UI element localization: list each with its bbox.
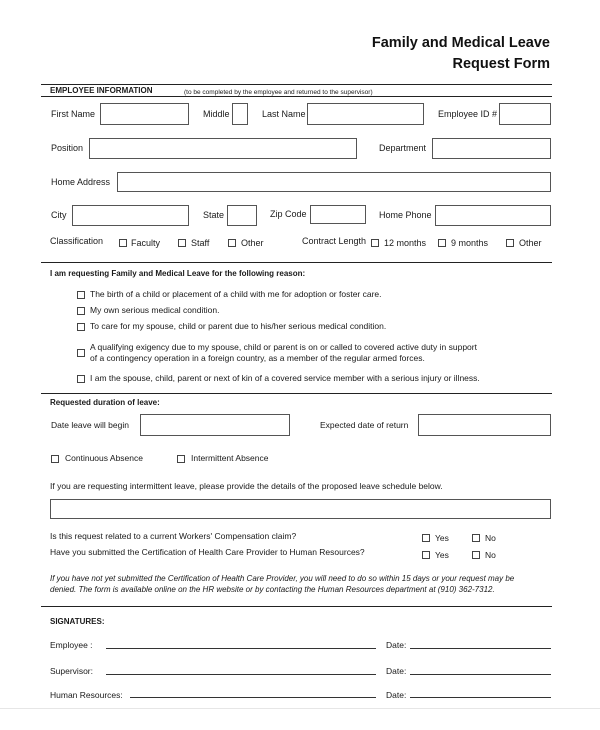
certification-question: Have you submitted the Certification of Health Care Provider to Human Resources?	[50, 547, 365, 557]
certification-yes-label: Yes	[435, 550, 449, 560]
middle-label: Middle	[203, 109, 230, 119]
reason-heading: I am requesting Family and Medical Leave for the following reason:	[50, 269, 306, 278]
9-months-checkbox[interactable]	[438, 239, 446, 247]
date-return-label: Expected date of return	[320, 420, 409, 430]
hr-signature-label: Human Resources:	[50, 690, 123, 700]
workers-comp-yes-checkbox[interactable]	[422, 534, 430, 542]
employee-signature-line[interactable]	[106, 648, 376, 649]
notice-line2: denied. The form is available online on the HR website or by contacting the Human Resources department at (910) 362-7312.	[50, 585, 495, 594]
continuous-absence-label: Continuous Absence	[65, 453, 143, 463]
reason-care-label: To care for my spouse, child or parent due to his/her serious medical condition.	[90, 321, 387, 331]
faculty-checkbox[interactable]	[119, 239, 127, 247]
12-months-label: 12 months	[384, 238, 427, 248]
reason-exigency-label-line1: A qualifying exigency due to my spouse, child or parent is on or called to covered active duty in support	[90, 342, 477, 352]
hr-signature-line[interactable]	[130, 697, 376, 698]
department-field[interactable]	[432, 138, 551, 159]
date-return-field[interactable]	[418, 414, 551, 436]
reason-own-condition-checkbox[interactable]	[77, 307, 85, 315]
employee-date-label: Date:	[386, 640, 407, 650]
reason-birth-checkbox[interactable]	[77, 291, 85, 299]
divider	[41, 606, 552, 607]
intermittent-absence-label: Intermittent Absence	[191, 453, 269, 463]
reason-service-member-checkbox[interactable]	[77, 375, 85, 383]
employee-info-heading: EMPLOYEE INFORMATION	[50, 86, 153, 95]
employee-id-field[interactable]	[499, 103, 551, 125]
duration-heading: Requested duration of leave:	[50, 398, 160, 407]
department-label: Department	[379, 143, 427, 153]
workers-comp-no-label: No	[485, 533, 496, 543]
home-address-label: Home Address	[51, 177, 111, 187]
certification-no-label: No	[485, 550, 496, 560]
reason-exigency-label-line2: of a contingency operation in a foreign country, as a member of the regular armed forces.	[90, 353, 425, 363]
home-phone-field[interactable]	[435, 205, 551, 226]
notice-line1: If you have not yet submitted the Certification of Health Care Provider, you will need to do so within 15 days or your request may be	[50, 574, 515, 583]
supervisor-signature-line[interactable]	[106, 674, 376, 675]
page-edge	[0, 708, 600, 709]
reason-care-checkbox[interactable]	[77, 323, 85, 331]
state-field[interactable]	[227, 205, 257, 226]
reason-birth-label: The birth of a child or placement of a child with me for adoption or foster care.	[90, 289, 382, 299]
position-field[interactable]	[89, 138, 357, 159]
supervisor-date-label: Date:	[386, 666, 407, 676]
last-name-label: Last Name	[262, 109, 306, 119]
employee-date-line[interactable]	[410, 648, 551, 649]
contract-length-label: Contract Length	[302, 236, 367, 246]
contract-other-checkbox[interactable]	[506, 239, 514, 247]
faculty-label: Faculty	[131, 238, 161, 248]
workers-comp-yes-label: Yes	[435, 533, 449, 543]
date-begin-label: Date leave will begin	[51, 420, 129, 430]
position-label: Position	[51, 143, 84, 153]
state-label: State	[203, 210, 225, 220]
form-title-line2: Request Form	[452, 56, 550, 72]
supervisor-signature-label: Supervisor:	[50, 666, 93, 676]
home-address-field[interactable]	[117, 172, 551, 192]
reason-own-condition-label: My own serious medical condition.	[90, 305, 220, 315]
intermittent-note: If you are requesting intermittent leave, please provide the details of the proposed leave schedule below.	[50, 481, 443, 491]
staff-checkbox[interactable]	[178, 239, 186, 247]
workers-comp-no-checkbox[interactable]	[472, 534, 480, 542]
hr-date-label: Date:	[386, 690, 407, 700]
class-other-checkbox[interactable]	[228, 239, 236, 247]
reason-exigency-checkbox[interactable]	[77, 349, 85, 357]
employee-id-label: Employee ID #	[438, 109, 498, 119]
intermittent-schedule-field[interactable]	[50, 499, 551, 519]
supervisor-date-line[interactable]	[410, 674, 551, 675]
last-name-field[interactable]	[307, 103, 424, 125]
date-begin-field[interactable]	[140, 414, 290, 436]
reason-service-member-label: I am the spouse, child, parent or next of kin of a covered service member with a serious injury or illness.	[90, 373, 480, 383]
employee-signature-label: Employee :	[50, 640, 93, 650]
form-title-line1: Family and Medical Leave	[371, 35, 550, 51]
classification-label: Classification	[50, 236, 104, 246]
city-label: City	[51, 210, 67, 220]
class-other-label: Other	[241, 238, 264, 248]
city-field[interactable]	[72, 205, 189, 226]
12-months-checkbox[interactable]	[371, 239, 379, 247]
divider	[41, 262, 552, 263]
certification-yes-checkbox[interactable]	[422, 551, 430, 559]
divider	[41, 393, 552, 394]
zip-field[interactable]	[310, 205, 366, 224]
employee-info-note: (to be completed by the employee and returned to the supervisor)	[184, 89, 373, 96]
hr-date-line[interactable]	[410, 697, 551, 698]
contract-other-label: Other	[519, 238, 542, 248]
zip-label: Zip Code	[270, 209, 307, 219]
home-phone-label: Home Phone	[379, 210, 432, 220]
signatures-heading: SIGNATURES:	[50, 617, 105, 626]
first-name-label: First Name	[51, 109, 96, 119]
divider	[41, 96, 552, 97]
first-name-field[interactable]	[100, 103, 189, 125]
middle-field[interactable]	[232, 103, 248, 125]
9-months-label: 9 months	[451, 238, 489, 248]
workers-comp-question: Is this request related to a current Workers' Compensation claim?	[50, 531, 297, 541]
continuous-absence-checkbox[interactable]	[51, 455, 59, 463]
intermittent-absence-checkbox[interactable]	[177, 455, 185, 463]
staff-label: Staff	[191, 238, 210, 248]
certification-no-checkbox[interactable]	[472, 551, 480, 559]
